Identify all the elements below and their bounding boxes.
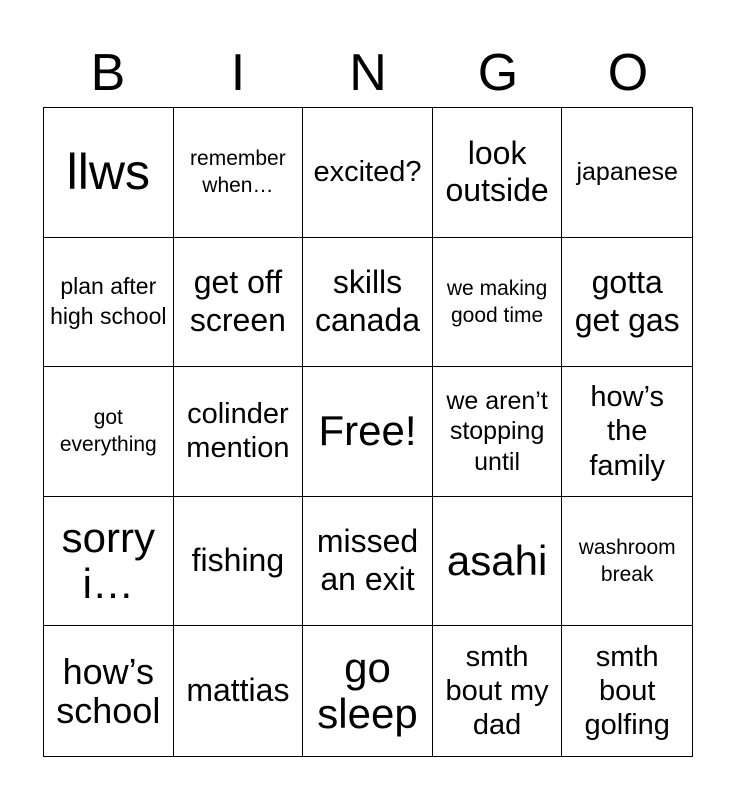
bingo-cell-r4c3[interactable] bbox=[303, 497, 433, 627]
header-letter-i: I bbox=[230, 44, 246, 102]
cell-text: get off screen bbox=[189, 264, 286, 338]
header-letter-b: B bbox=[90, 44, 126, 102]
cell-text: go sleep bbox=[317, 644, 418, 738]
cell-text: llws bbox=[66, 143, 150, 200]
cell-text: remember when… bbox=[190, 147, 286, 198]
bingo-cell-r4c1[interactable] bbox=[44, 497, 174, 627]
bingo-cell-r5c3[interactable] bbox=[303, 626, 433, 756]
cell-text: fishing bbox=[191, 542, 285, 579]
bingo-cell-r2c3[interactable] bbox=[303, 238, 433, 368]
cell-text: look outside bbox=[445, 134, 549, 209]
cell-text: smth bout golfing bbox=[584, 640, 670, 742]
bingo-cell-r3c4[interactable] bbox=[433, 367, 563, 497]
cell-text: we aren’t stopping until bbox=[446, 386, 548, 476]
bingo-cell-r1c3[interactable] bbox=[303, 108, 433, 238]
cell-text: skills canada bbox=[315, 264, 420, 338]
cell-text: how’s school bbox=[56, 650, 161, 732]
cell-text: sorry i… bbox=[61, 513, 155, 608]
bingo-cell-r4c4[interactable] bbox=[433, 497, 563, 627]
bingo-cell-r3c1[interactable] bbox=[44, 367, 174, 497]
cell-text: washroom break bbox=[578, 535, 676, 587]
bingo-cell-r5c4[interactable] bbox=[433, 626, 563, 756]
bingo-cell-r4c5[interactable] bbox=[562, 497, 692, 627]
bingo-cell-r2c4[interactable] bbox=[433, 238, 563, 368]
cell-text: how’s the family bbox=[589, 381, 666, 482]
cell-text: gotta get gas bbox=[574, 264, 680, 338]
bingo-cell-r5c1[interactable] bbox=[44, 626, 174, 756]
bingo-cell-r5c5[interactable] bbox=[562, 626, 692, 756]
cell-text: we making good time bbox=[446, 276, 548, 327]
bingo-cell-r1c2[interactable] bbox=[174, 108, 304, 238]
cell-text: missed an exit bbox=[316, 523, 419, 598]
bingo-cell-r2c5[interactable] bbox=[562, 238, 692, 368]
cell-text: excited? bbox=[313, 156, 422, 189]
bingo-cell-r3c5[interactable] bbox=[562, 367, 692, 497]
header-letter-g: G bbox=[477, 44, 519, 102]
bingo-header bbox=[43, 38, 693, 108]
cell-text: got everything bbox=[59, 406, 157, 457]
cell-text: smth bout my dad bbox=[445, 640, 549, 742]
header-letter-n: N bbox=[349, 44, 387, 102]
bingo-cell-r5c2[interactable] bbox=[174, 626, 304, 756]
bingo-cell-r3c2[interactable] bbox=[174, 367, 304, 497]
bingo-cell-r2c2[interactable] bbox=[174, 238, 304, 368]
cell-text: mattias bbox=[186, 672, 290, 709]
cell-text: Free! bbox=[318, 407, 417, 455]
bingo-cell-r4c2[interactable] bbox=[174, 497, 304, 627]
bingo-cell-r2c1[interactable] bbox=[44, 238, 174, 368]
bingo-cell-r3c3-free[interactable] bbox=[303, 367, 433, 497]
bingo-cell-r1c4[interactable] bbox=[433, 108, 563, 238]
header-letter-o: O bbox=[607, 44, 649, 102]
cell-text: colinder mention bbox=[186, 398, 290, 465]
bingo-cell-r1c1[interactable] bbox=[44, 108, 174, 238]
cell-text: japanese bbox=[576, 158, 678, 187]
bingo-cell-r1c5[interactable] bbox=[562, 108, 692, 238]
cell-text: asahi bbox=[446, 537, 548, 584]
cell-text: plan after high school bbox=[50, 273, 167, 329]
bingo-board bbox=[43, 107, 693, 757]
